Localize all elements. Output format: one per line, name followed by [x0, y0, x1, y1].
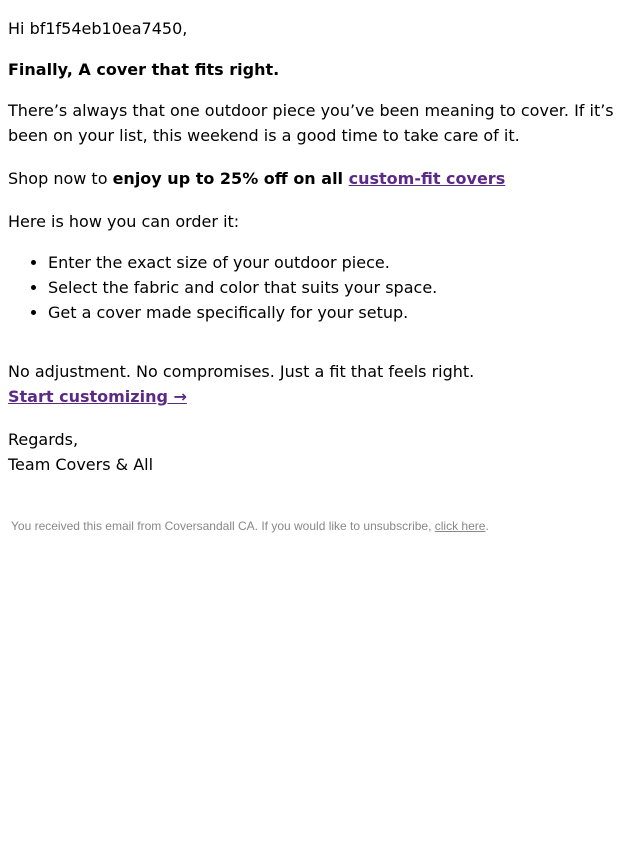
unsubscribe-link[interactable]: click here	[434, 519, 486, 533]
footer-end: .	[485, 519, 489, 533]
footer	[8, 518, 632, 534]
footer-text: You received this email from Coversandall CA. If you would like to unsubscribe,	[11, 519, 435, 533]
custom-fit-covers-link[interactable]: custom-fit covers	[348, 169, 506, 188]
offer-prefix: Shop now to	[8, 169, 113, 188]
greeting: Hi bf1f54eb10ea7450,	[8, 19, 188, 38]
signature: Team Covers & All	[8, 455, 154, 474]
regards: Regards,	[8, 430, 79, 449]
offer-discount: enjoy up to 25% off on all	[112, 169, 349, 188]
howto-intro: Here is how you can order it:	[8, 212, 240, 231]
offer-line	[8, 166, 632, 191]
steps-list	[8, 250, 632, 325]
list-item: • Select the fabric and color that suits your space.	[48, 275, 632, 300]
headline: Finally, A cover that fits right.	[8, 60, 280, 79]
start-customizing-link[interactable]: Start customizing →	[8, 387, 187, 406]
list-item: • Enter the exact size of your outdoor piece.	[48, 250, 632, 275]
list-item: • Get a cover made specifically for your setup.	[48, 300, 632, 325]
intro-paragraph: There’s always that one outdoor piece you’ve been meaning to cover. If it’s been on your list, this weekend is a good time to take care of it.	[8, 101, 614, 145]
closing-line: No adjustment. No compromises. Just a fit that feels right.	[8, 362, 475, 381]
